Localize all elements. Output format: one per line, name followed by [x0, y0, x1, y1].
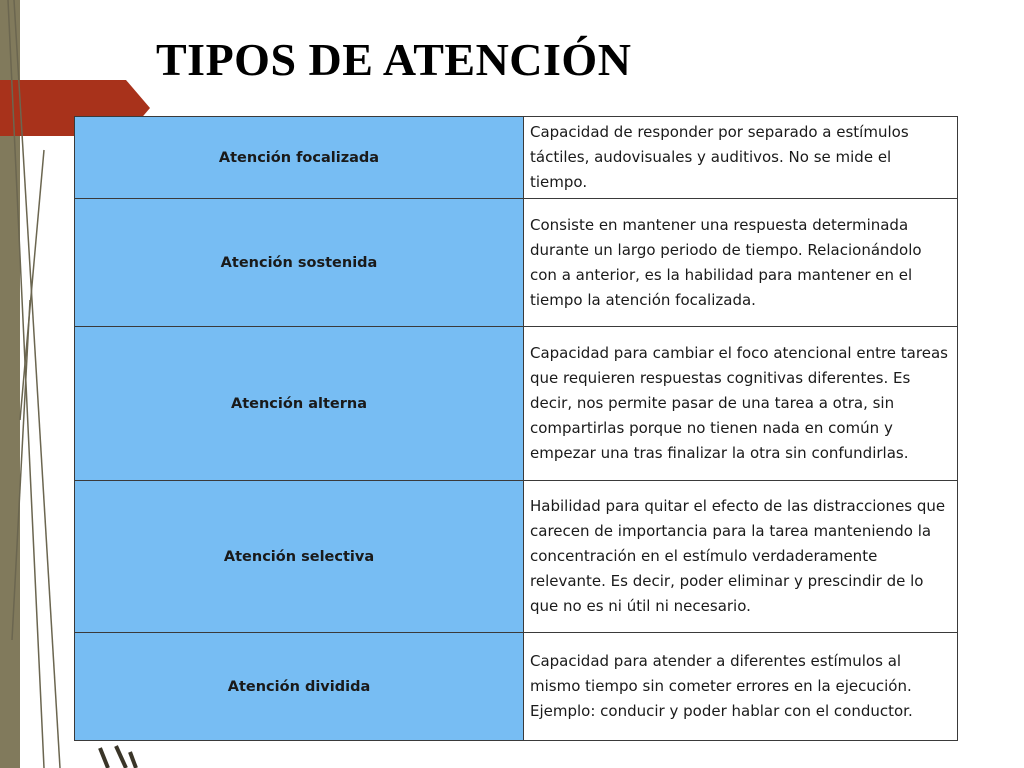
table-row — [75, 117, 958, 199]
attention-type-description: Habilidad para quitar el efecto de las distracciones que carecen de importancia para la tarea manteniendo la concentración en el estímulo verdaderamente relevante. Es decir, poder eliminar y prescindir de lo que no es ni útil ni necesario. — [524, 481, 958, 633]
table-row — [75, 481, 958, 633]
decor-line — [20, 150, 44, 420]
decor-slash — [130, 752, 136, 768]
attention-type-name: Atención alterna — [75, 327, 524, 481]
attention-types-table — [74, 116, 958, 741]
attention-type-description: Capacidad para atender a diferentes estímulos al mismo tiempo sin cometer errores en la ejecución. Ejemplo: conducir y poder hablar con el conductor. — [524, 633, 958, 741]
attention-type-description: Capacidad para cambiar el foco atencional entre tareas que requieren respuestas cognitivas diferentes. Es decir, nos permite pasar de una tarea a otra, sin compartirlas porque no tienen nada en común y empezar una tras finalizar la otra sin confundirlas. — [524, 327, 958, 481]
attention-type-name: Atención selectiva — [75, 481, 524, 633]
table-row — [75, 327, 958, 481]
attention-type-name: Atención dividida — [75, 633, 524, 741]
attention-types-table-wrapper — [74, 116, 958, 740]
table-row — [75, 199, 958, 327]
table-row — [75, 633, 958, 741]
attention-type-name: Atención sostenida — [75, 199, 524, 327]
attention-type-description: Consiste en mantener una respuesta determinada durante un largo periodo de tiempo. Relacionándolo con a anterior, es la habilidad para mantener en el tiempo la atención focalizada. — [524, 199, 958, 327]
slide-title: TIPOS DE ATENCIÓN — [156, 34, 632, 85]
attention-type-description: Capacidad de responder por separado a estímulos táctiles, audovisuales y auditivos. No se mide el tiempo. — [524, 117, 958, 199]
decor-slash — [116, 746, 126, 768]
decor-line — [12, 300, 30, 640]
decor-slash — [100, 748, 108, 768]
attention-type-name: Atención focalizada — [75, 117, 524, 199]
